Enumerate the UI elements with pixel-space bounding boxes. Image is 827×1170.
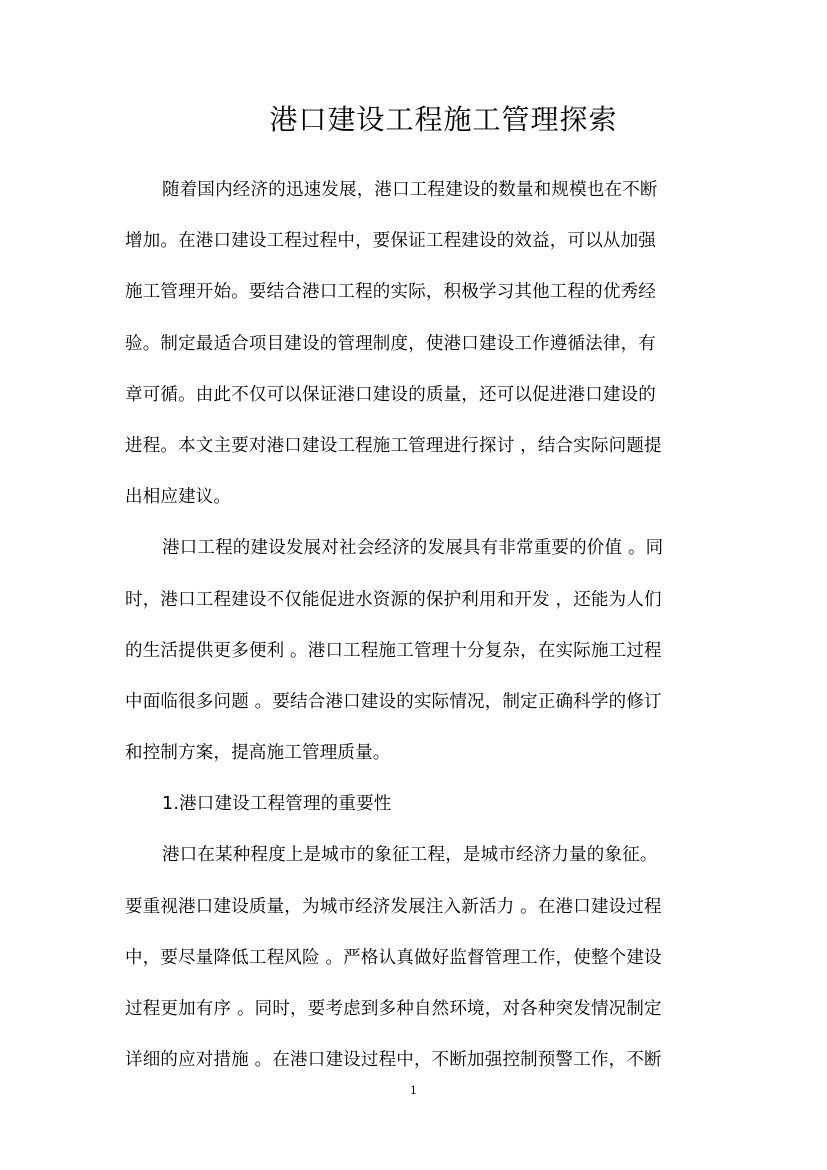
paragraph-line: 和控制方案，提高施工管理质量。 bbox=[125, 743, 391, 764]
paragraph-line: 详细的应对措施 。在港口建设过程中，不断加强控制预警工作，不断 bbox=[125, 1050, 662, 1071]
page-number: 1 bbox=[410, 1084, 417, 1097]
paragraph-line: 的生活提供更多便利 。港口工程施工管理十分复杂，在实际施工过程 bbox=[125, 640, 662, 661]
section-heading: 1.港口建设工程管理的重要性 bbox=[162, 794, 392, 815]
paragraph-line: 中，要尽量降低工程风险 。严格认真做好监督管理工作，使整个建设 bbox=[125, 947, 662, 968]
paragraph-line: 要重视港口建设质量，为城市经济发展注入新活力 。在港口建设过程 bbox=[125, 896, 662, 917]
paragraph-line: 港口工程的建设发展对社会经济的发展具有非常重要的价值 。同 bbox=[162, 538, 664, 559]
document-title: 港口建设工程施工管理探索 bbox=[269, 103, 618, 136]
paragraph-line: 中面临很多问题 。要结合港口建设的实际情况，制定正确科学的修订 bbox=[125, 691, 662, 712]
paragraph-line: 过程更加有序 。同时，要考虑到多种自然环境，对各种突发情况制定 bbox=[125, 999, 662, 1019]
paragraph-line: 验。制定最适合项目建设的管理制度，使港口建设工作遵循法律，有 bbox=[125, 333, 656, 354]
paragraph-line: 施工管理开始。要结合港口工程的实际，积极学习其他工程的优秀经 bbox=[125, 282, 656, 303]
paragraph-line: 随着国内经济的迅速发展，港口工程建设的数量和规模也在不断 bbox=[162, 180, 658, 200]
paragraph-line: 出相应建议。 bbox=[125, 487, 232, 508]
paragraph-line: 进程。本文主要对港口建设工程施工管理进行探讨 ，结合实际问题提 bbox=[125, 435, 662, 456]
paragraph-line: 增加。在港口建设工程过程中，要保证工程建设的效益，可以从加强 bbox=[125, 231, 656, 252]
paragraph-line: 时，港口工程建设不仅能促进水资源的保护利用和开发 ，还能为人们 bbox=[125, 589, 662, 610]
paragraph-line: 章可循。由此不仅可以保证港口建设的质量，还可以促进港口建设的 bbox=[125, 384, 656, 405]
document-body bbox=[125, 170, 715, 1091]
paragraph-line: 港口在某种程度上是城市的象征工程，是城市经济力量的象征。 bbox=[162, 845, 658, 866]
